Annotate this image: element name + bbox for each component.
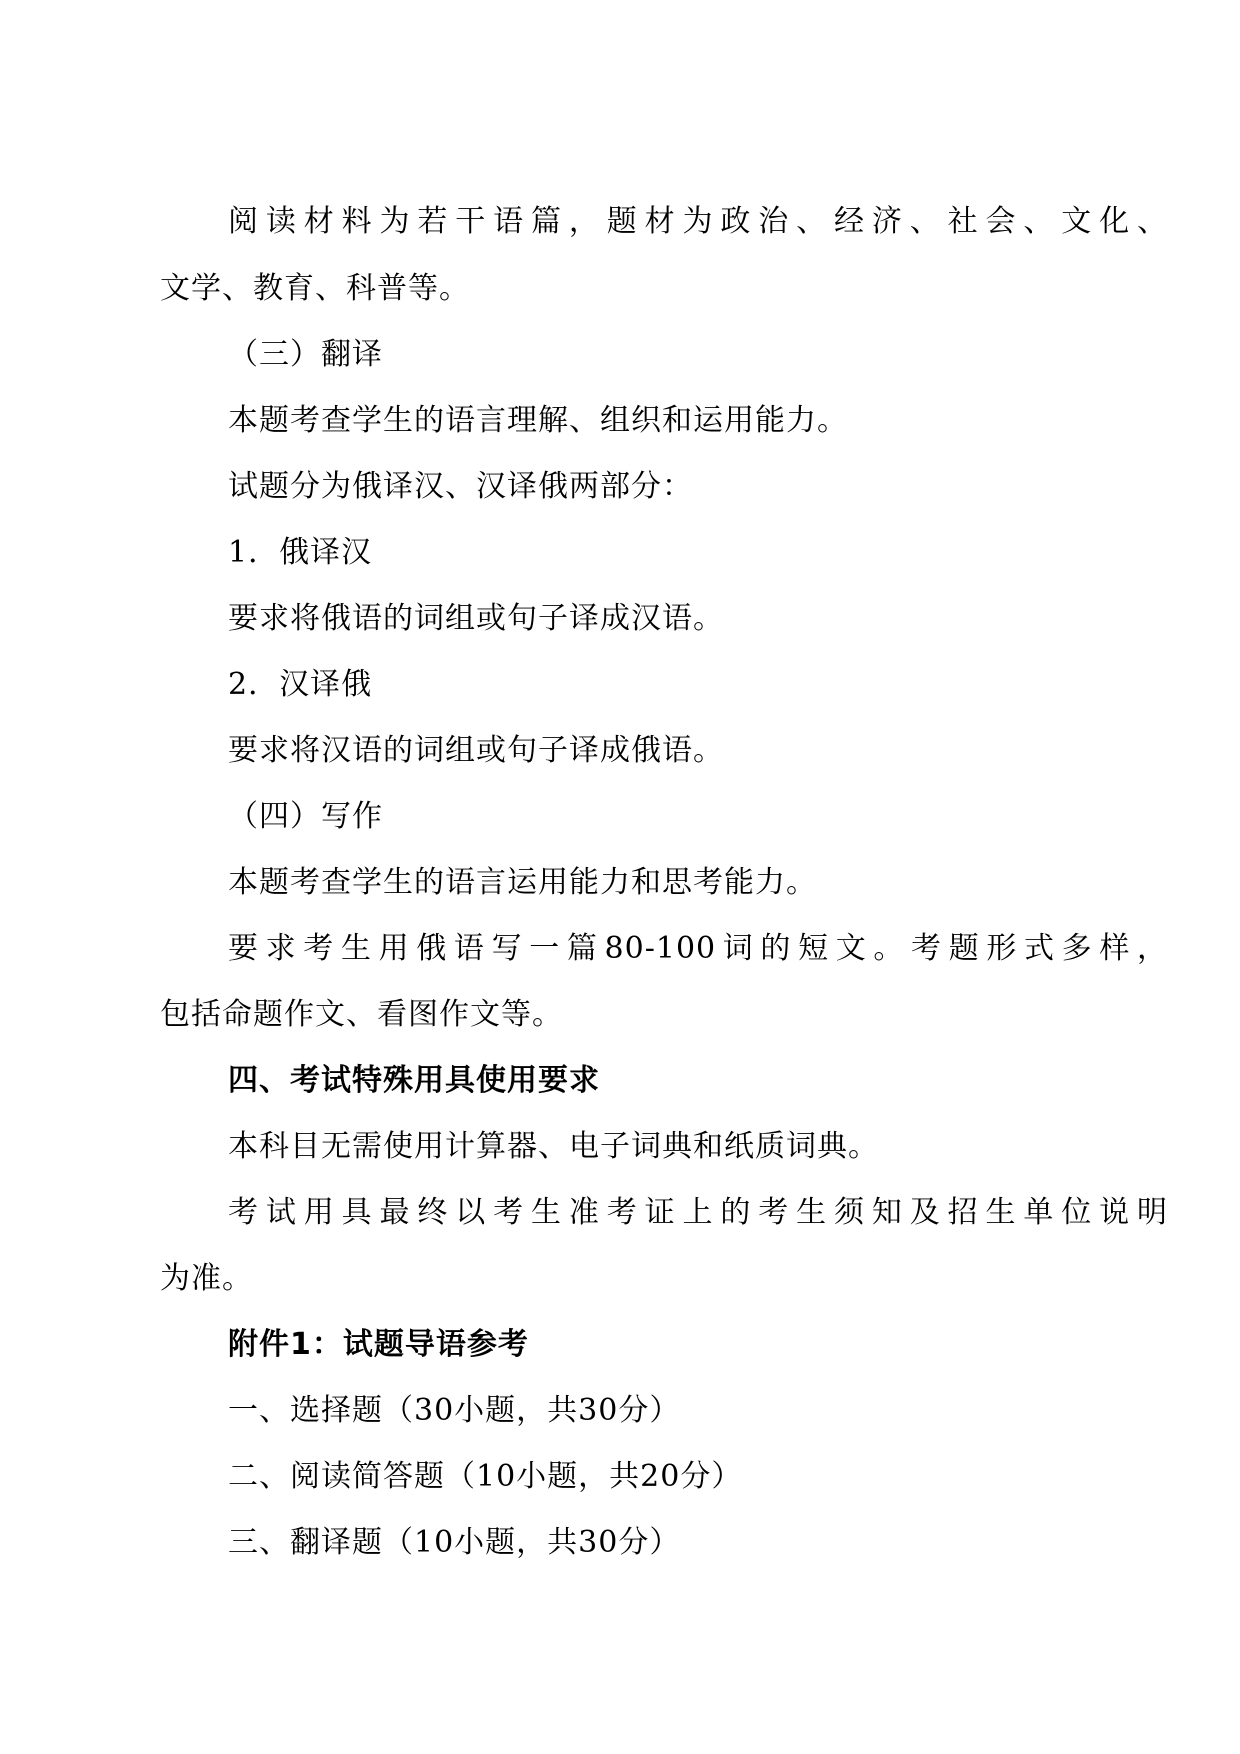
paragraph-line: 要求将汉语的词组或句子译成俄语。 xyxy=(228,733,724,768)
paragraph-line: 要求将俄语的词组或句子译成汉语。 xyxy=(228,601,724,636)
section-heading: （三）翻译 xyxy=(228,337,383,372)
paragraph-line: 包括命题作文、看图作文等。 xyxy=(160,997,563,1032)
bold-heading: 附件1：试题导语参考 xyxy=(228,1327,529,1362)
bold-heading: 四、考试特殊用具使用要求 xyxy=(228,1063,600,1098)
paragraph-line: 文学、教育、科普等。 xyxy=(160,271,470,306)
subsection-heading: 2．汉译俄 xyxy=(228,667,373,702)
section-heading: （四）写作 xyxy=(228,799,383,834)
paragraph-line: 本题考查学生的语言运用能力和思考能力。 xyxy=(228,865,817,900)
paragraph-line: 本题考查学生的语言理解、组织和运用能力。 xyxy=(228,403,848,438)
paragraph-line: 要求考生用俄语写一篇80-100词的短文。考题形式多样， xyxy=(228,931,1168,966)
subsection-heading: 1．俄译汉 xyxy=(228,535,373,570)
list-item: 三、翻译题（10小题，共30分） xyxy=(228,1525,681,1560)
paragraph-line: 为准。 xyxy=(160,1261,253,1296)
paragraph-line: 阅读材料为若干语篇，题材为政治、经济、社会、文化、 xyxy=(228,204,1168,239)
paragraph-line: 考试用具最终以考生准考证上的考生须知及招生单位说明 xyxy=(228,1195,1168,1230)
paragraph-line: 本科目无需使用计算器、电子词典和纸质词典。 xyxy=(228,1129,879,1164)
list-item: 二、阅读简答题（10小题，共20分） xyxy=(228,1459,743,1494)
paragraph-line: 试题分为俄译汉、汉译俄两部分： xyxy=(228,469,693,504)
list-item: 一、选择题（30小题，共30分） xyxy=(228,1393,681,1428)
